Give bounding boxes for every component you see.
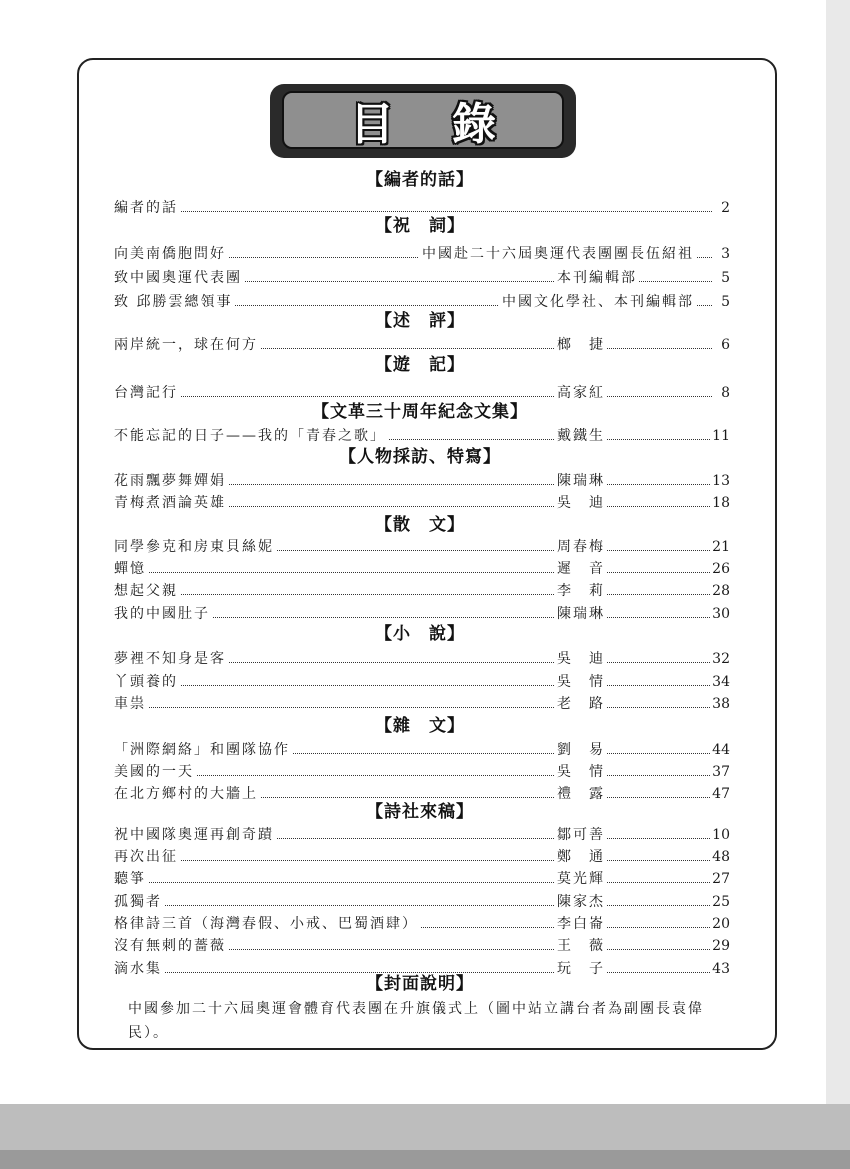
entry-title: 編者的話 <box>114 200 178 216</box>
entry-page-number: 38 <box>712 696 730 712</box>
entry-title: 沒有無刺的薔薇 <box>114 938 226 954</box>
entry-author: 中國文化學社、本刊編輯部 <box>499 293 696 311</box>
entry-title: 同學參克和房東貝絲妮 <box>114 539 274 555</box>
toc-entry <box>114 673 730 691</box>
entry-title: 我的中國肚子 <box>114 606 210 622</box>
dot-leader <box>114 972 712 973</box>
toc-entry <box>114 427 730 445</box>
scan-shadow-dark <box>0 1150 850 1169</box>
dot-leader <box>114 860 712 861</box>
entry-title: 致中國奧運代表團 <box>114 270 242 286</box>
entry-author: 鄒可善 <box>554 826 607 844</box>
toc-entry <box>114 336 730 354</box>
entry-author: 李白崙 <box>554 915 607 933</box>
entry-author: 陳家杰 <box>554 893 607 911</box>
toc-entry <box>114 269 730 287</box>
entry-author: 老 路 <box>554 695 607 713</box>
entry-title: 丫頭養的 <box>114 674 178 690</box>
entry-title: 兩岸統一，球在何方 <box>114 337 258 353</box>
entry-author: 陳瑞琳 <box>554 605 607 623</box>
section-heading: 【文革三十周年紀念文集】 <box>312 402 528 422</box>
toc-entry <box>114 893 730 911</box>
entry-page-number: 21 <box>712 539 730 555</box>
toc-entry <box>114 848 730 866</box>
dot-leader <box>114 905 712 906</box>
entry-title: 夢裡不知身是客 <box>114 651 226 667</box>
page-title: 目錄 <box>350 99 554 150</box>
entry-title: 再次出征 <box>114 849 178 865</box>
dot-leader <box>114 211 712 212</box>
section-heading: 【遊 記】 <box>375 355 465 375</box>
entry-title: 向美南僑胞問好 <box>114 246 226 262</box>
toc-entry <box>114 763 730 781</box>
section-heading: 【詩社來稿】 <box>366 802 474 822</box>
entry-author: 遲 音 <box>554 560 607 578</box>
entry-author: 吳 迪 <box>554 650 607 668</box>
dot-leader <box>114 594 712 595</box>
entry-page-number: 6 <box>721 337 730 353</box>
entry-title: 孤獨者 <box>114 894 162 910</box>
dot-leader <box>114 882 712 883</box>
toc-entry <box>114 199 730 217</box>
toc-entry <box>114 472 730 490</box>
toc-entry <box>114 560 730 578</box>
entry-author: 高家紅 <box>554 384 607 402</box>
entry-title: 車祟 <box>114 696 146 712</box>
entry-page-number: 29 <box>712 938 730 954</box>
entry-author: 王 薇 <box>554 937 607 955</box>
entry-page-number: 2 <box>721 200 730 216</box>
entry-author: 本刊編輯部 <box>554 269 639 287</box>
entry-page-number: 27 <box>712 871 730 887</box>
toc-entry <box>114 741 730 759</box>
toc-entry <box>114 245 730 263</box>
entry-author: 鄭 通 <box>554 848 607 866</box>
entry-page-number: 47 <box>712 786 730 802</box>
entry-author: 莫光輝 <box>554 870 607 888</box>
entry-title: 格律詩三首（海灣春假、小戒、巴蜀酒肆） <box>114 916 418 932</box>
section-heading: 【編者的話】 <box>366 170 474 190</box>
entry-title: 在北方鄉村的大牆上 <box>114 786 258 802</box>
section-heading: 【祝 詞】 <box>375 216 465 236</box>
entry-author: 中國赴二十六屆奧運代表團團長伍紹祖 <box>419 245 696 263</box>
entry-author: 禮 露 <box>554 785 607 803</box>
toc-entry <box>114 650 730 668</box>
entry-author: 玩 子 <box>554 960 607 978</box>
entry-title: 台灣記行 <box>114 385 178 401</box>
entry-page-number: 32 <box>712 651 730 667</box>
title-banner-plate <box>282 91 564 149</box>
entry-title: 花雨飄夢舞嬋娟 <box>114 473 226 489</box>
entry-page-number: 11 <box>712 428 730 444</box>
section-heading: 【封面說明】 <box>366 974 474 994</box>
entry-author: 榔 捷 <box>554 336 607 354</box>
toc-entry <box>114 494 730 512</box>
toc-entry <box>114 695 730 713</box>
entry-title: 美國的一天 <box>114 764 194 780</box>
section-heading: 【雜 文】 <box>375 716 465 736</box>
section-heading: 【散 文】 <box>375 515 465 535</box>
entry-title: 蟬憶 <box>114 561 146 577</box>
entry-page-number: 10 <box>712 827 730 843</box>
section-heading: 【人物採訪、特寫】 <box>339 447 501 467</box>
section-heading: 【述 評】 <box>375 311 465 331</box>
section-heading: 【小 說】 <box>375 624 465 644</box>
toc-entry <box>114 538 730 556</box>
dot-leader <box>114 707 712 708</box>
toc-entry <box>114 937 730 955</box>
entry-page-number: 44 <box>712 742 730 758</box>
dot-leader <box>114 685 712 686</box>
dot-leader <box>114 572 712 573</box>
entry-title: 「洲際網絡」和團隊協作 <box>114 742 290 758</box>
entry-page-number: 48 <box>712 849 730 865</box>
entry-page-number: 13 <box>712 473 730 489</box>
entry-author: 吳 情 <box>554 763 607 781</box>
entry-page-number: 3 <box>721 246 730 262</box>
entry-title: 聽箏 <box>114 871 146 887</box>
toc-entry <box>114 870 730 888</box>
entry-page-number: 25 <box>712 894 730 910</box>
entry-author: 戴鐵生 <box>554 427 607 445</box>
entry-title: 想起父親 <box>114 583 178 599</box>
dot-leader <box>114 775 712 776</box>
entry-author: 吳 迪 <box>554 494 607 512</box>
entry-title: 滴水集 <box>114 961 162 977</box>
entry-page-number: 18 <box>712 495 730 511</box>
entry-title: 祝中國隊奧運再創奇蹟 <box>114 827 274 843</box>
cover-caption: 中國參加二十六屆奧運會體育代表團在升旗儀式上（圖中站立講台者為副團長袁偉民）。 <box>128 1001 704 1041</box>
entry-author: 李 莉 <box>554 582 607 600</box>
toc-entry <box>114 785 730 803</box>
entry-page-number: 34 <box>712 674 730 690</box>
entry-author: 陳瑞琳 <box>554 472 607 490</box>
toc-entry <box>114 826 730 844</box>
entry-page-number: 5 <box>721 270 730 286</box>
scan-edge <box>826 0 850 1169</box>
toc-entry <box>114 293 730 311</box>
entry-author: 劉 易 <box>554 741 607 759</box>
toc-entry <box>114 605 730 623</box>
dot-leader <box>114 396 712 397</box>
entry-page-number: 30 <box>712 606 730 622</box>
entry-page-number: 26 <box>712 561 730 577</box>
entry-author: 周春梅 <box>554 538 607 556</box>
entry-page-number: 8 <box>721 385 730 401</box>
toc-entry <box>114 384 730 402</box>
entry-author: 吳 情 <box>554 673 607 691</box>
entry-page-number: 5 <box>721 294 730 310</box>
entry-page-number: 28 <box>712 583 730 599</box>
entry-page-number: 43 <box>712 961 730 977</box>
toc-entry <box>114 915 730 933</box>
toc-entry <box>114 582 730 600</box>
entry-page-number: 20 <box>712 916 730 932</box>
entry-title: 青梅煮酒論英雄 <box>114 495 226 511</box>
entry-title: 不能忘記的日子——我的「青春之歌」 <box>114 428 386 444</box>
entry-page-number: 37 <box>712 764 730 780</box>
entry-title: 致 邱勝雲總領事 <box>114 294 233 310</box>
